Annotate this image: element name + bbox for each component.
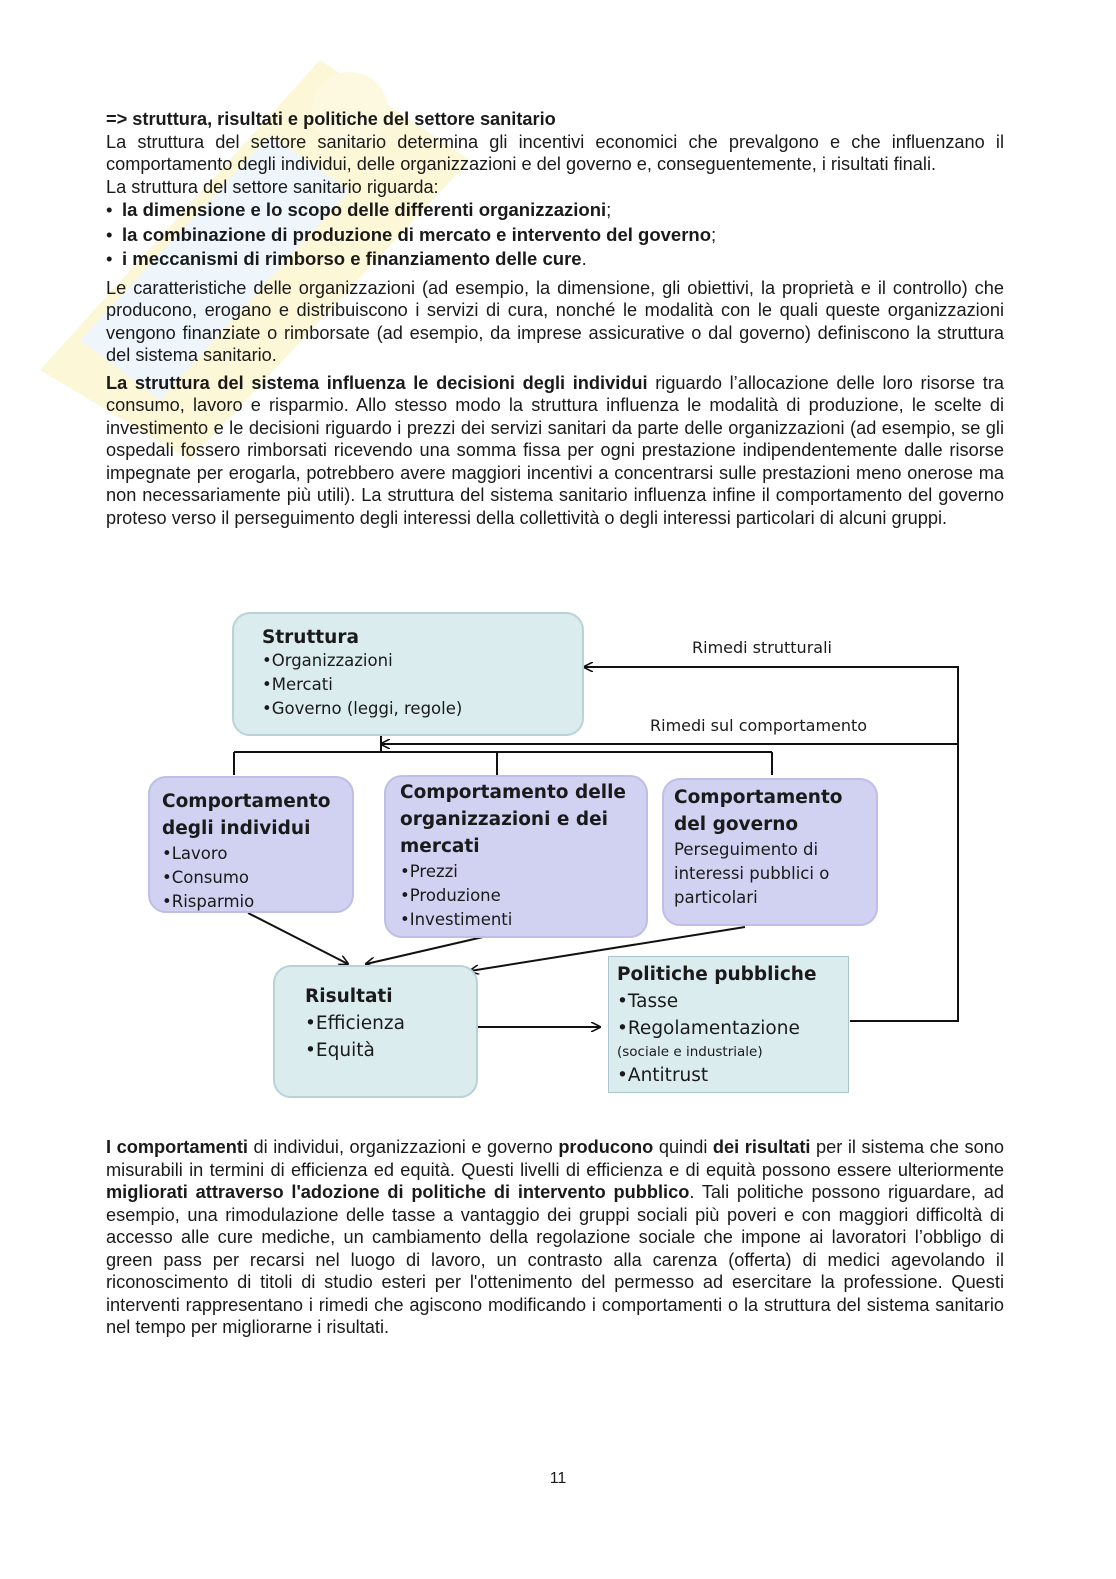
- politiche-item: •Regolamentazione: [617, 1018, 800, 1039]
- box-politiche-pubbliche: [608, 956, 849, 1093]
- individui-title: Comportamento degli individui: [162, 791, 331, 839]
- governo-title: Comportamento del governo: [674, 787, 843, 835]
- individui-item: •Consumo: [162, 868, 250, 887]
- struttura-item: •Governo (leggi, regole): [262, 699, 463, 718]
- politiche-item: •Tasse: [617, 991, 679, 1012]
- bullet-icon: •: [106, 199, 113, 220]
- box-struttura: [232, 612, 584, 736]
- intro-lead: La struttura del settore sanitario riguarda:: [106, 176, 439, 197]
- label-rimedi-strutturali: Rimedi strutturali: [692, 638, 832, 657]
- risultati-item: •Equità: [305, 1040, 375, 1061]
- politiche-title: Politiche pubbliche: [617, 964, 817, 985]
- risultati-title: Risultati: [305, 986, 393, 1007]
- individui-item: •Lavoro: [162, 844, 228, 863]
- structure-diagram: [0, 600, 1116, 1110]
- list-item: • la combinazione di produzione di mercato e intervento del governo;: [106, 223, 1004, 248]
- struttura-item: •Mercati: [262, 675, 333, 694]
- influence-paragraph: La struttura del sistema influenza le decisioni degli individui riguardo l’allocazione delle loro risorse tra consumo, lavoro e risparmio. Allo stesso modo la struttura influenza le modalità di produzione, le scelte di investimento e le decisioni riguardo i prezzi dei servizi sanitari da parte delle organizzazioni (ad esempio, se gli ospedali fossero rimborsati ricevendo una somma fissa per ogni prestazione indipendentemente dalle risorse impegnate per erogarla, potrebbero avere maggiori incentivi a concentrarsi sulle prestazioni meno onerose ma non necessariamente più utili). La struttura del sistema sanitario influenza infine il comportamento del governo proteso verso il perseguimento degli interessi della collettività o degli interessi particolari di alcuni gruppi.: [106, 372, 1004, 528]
- section-heading: => struttura, risultati e politiche del settore sanitario: [106, 109, 556, 129]
- organizzazioni-item: •Prezzi: [400, 862, 458, 881]
- bullet-icon: •: [106, 223, 113, 245]
- box-risultati: [273, 965, 478, 1098]
- label-rimedi-comportamento: Rimedi sul comportamento: [650, 716, 868, 735]
- individui-item: •Risparmio: [162, 892, 255, 911]
- risultati-item: •Efficienza: [305, 1013, 405, 1034]
- structure-list: [106, 198, 1004, 272]
- governo-text: Perseguimento di interessi pubblici o particolari: [674, 840, 830, 907]
- bullet-icon: •: [106, 248, 113, 269]
- politiche-item: •Antitrust: [617, 1065, 709, 1086]
- struttura-item: •Organizzazioni: [262, 651, 393, 670]
- organizzazioni-item: •Investimenti: [400, 910, 513, 929]
- organizzazioni-title: Comportamento delle organizzazioni e dei mercati: [400, 782, 626, 857]
- box-comportamento-individui: [148, 776, 354, 913]
- page-number: 11: [549, 1470, 567, 1487]
- intro-section: [106, 108, 1004, 529]
- intro-paragraph: La struttura del settore sanitario determina gli incentivi economici che prevalgono e che influenzano il comportamento degli individui, delle organizzazioni e del governo e, conseguentemente, i risultati finali.: [106, 131, 1004, 174]
- struttura-title: Struttura: [262, 627, 359, 648]
- organizzazioni-item: •Produzione: [400, 886, 501, 905]
- box-comportamento-organizzazioni: [384, 775, 648, 938]
- conclusion-section: [106, 1136, 1004, 1339]
- list-item: • i meccanismi di rimborso e finanziamento delle cure.: [106, 247, 1004, 272]
- politiche-note: (sociale e industriale): [617, 1044, 763, 1060]
- characteristics-paragraph: Le caratteristiche delle organizzazioni (ad esempio, la dimensione, gli obiettivi, la proprietà e il controllo) che producono, erogano e distribuiscono i servizi di cura, nonché le modalità con le quali queste organizzazioni vengono finanziate o rimborsate (ad esempio, da imprese assicurative o dal governo) definiscono la struttura del sistema sanitario.: [106, 277, 1004, 365]
- list-item: • la dimensione e lo scopo delle differenti organizzazioni;: [106, 198, 1004, 223]
- conclusion-paragraph: I comportamenti di individui, organizzazioni e governo producono quindi dei risultati per il sistema che sono misurabili in termini di efficienza ed equità. Questi livelli di efficienza e di equità possono essere ulteriormente migliorati attraverso l'adozione di politiche di intervento pubblico. Tali politiche possono riguardare, ad esempio, una rimodulazione delle tasse a vantaggio dei gruppi sociali più poveri e con maggiori difficoltà di accesso alle cure mediche, un cambiamento della regolazione sociale che impone ai lavoratori l’obbligo di green pass per recarsi nel luogo di lavoro, un contrasto alla carenza (offerta) di medici agevolando il riconoscimento di titoli di studio esteri per l'ottenimento del permesso ad esercitare la professione. Questi interventi rappresentano i rimedi che agiscono modificando i comportamenti o la struttura del sistema sanitario nel tempo per migliorarne i risultati.: [106, 1137, 1004, 1337]
- box-comportamento-governo: [662, 778, 878, 926]
